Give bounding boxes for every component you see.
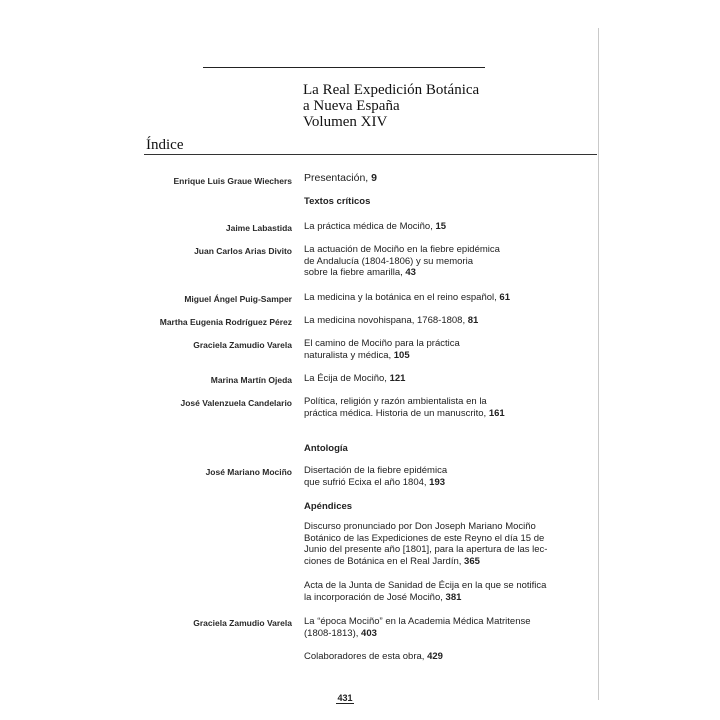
entry-line: La medicina y la botánica en el reino español, — [304, 292, 497, 303]
entry-page: 381 — [445, 591, 462, 603]
section-antologia: Antología — [304, 443, 348, 454]
entry-6 — [304, 373, 594, 385]
entry-author: Juan Carlos Arias Divito — [194, 246, 292, 256]
page-number — [0, 693, 690, 703]
index-heading: Índice — [146, 137, 184, 153]
entry-line: El camino de Mociño para la práctica — [304, 338, 460, 349]
entry-0 — [304, 173, 594, 185]
section-textos-criticos: Textos críticos — [304, 196, 371, 207]
entry-line: Junio del presente año [1801], para la apertura de las lec- — [304, 544, 548, 556]
entry-author: Graciela Zamudio Varela — [193, 340, 292, 350]
entry-3 — [304, 292, 594, 304]
entry-line: La práctica médica de Mociño, — [304, 221, 433, 232]
entry-line: naturalista y médica, — [304, 349, 392, 361]
entry-author: José Valenzuela Candelario — [180, 398, 292, 408]
entry-line: La medicina novohispana, 1768-1808, — [304, 315, 466, 326]
entry-8 — [304, 465, 594, 488]
entry-page: 15 — [435, 221, 447, 232]
entry-4 — [304, 315, 594, 327]
entry-line: (1808-1813), — [304, 627, 359, 639]
entry-page: 429 — [427, 651, 443, 662]
entry-author: Marina Martín Ojeda — [210, 375, 292, 385]
entry-page: 193 — [429, 476, 446, 488]
entry-line: que sufrió Ecixa el año 1804, — [304, 476, 427, 488]
entry-line: sobre la fiebre amarilla, — [304, 267, 403, 279]
entry-page: 121 — [389, 373, 406, 384]
title-line-2: a Nueva España — [303, 98, 400, 114]
title-line-3: Volumen XIV — [303, 114, 388, 130]
entry-page: 81 — [467, 315, 479, 326]
entry-line: práctica médica. Historia de un manuscrito, — [304, 407, 487, 419]
entry-author: Jaime Labastida — [225, 223, 292, 233]
entry-line: Acta de la Junta de Sanidad de Écija en la que se notifica — [304, 580, 547, 591]
entry-author: José Mariano Mociño — [205, 467, 292, 477]
entry-10 — [304, 580, 594, 603]
entry-author: Enrique Luis Graue Wiechers — [173, 176, 292, 186]
index-rule — [144, 154, 597, 155]
entry-7 — [304, 396, 594, 419]
entry-1 — [304, 221, 594, 233]
entry-line: Política, religión y razón ambientalista en la — [304, 396, 487, 407]
entry-line: La actuación de Mociño en la fiebre epidémica — [304, 244, 500, 255]
entry-line: de Andalucía (1804-1806) y su memoria — [304, 255, 473, 267]
title-line-1: La Real Expedición Botánica — [303, 82, 480, 98]
entry-11 — [304, 616, 594, 639]
entry-author: Martha Eugenia Rodríguez Pérez — [159, 317, 292, 327]
page-edge-line — [598, 28, 599, 700]
entry-line: Disertación de la fiebre epidémica — [304, 465, 448, 476]
entry-page: 403 — [361, 627, 377, 639]
entry-author: Miguel Ángel Puig-Samper — [184, 294, 292, 304]
entry-line: Discurso pronunciado por Don Joseph Mariano Mociño — [304, 521, 536, 532]
book-title — [303, 82, 479, 130]
entry-page: 365 — [464, 555, 480, 567]
entry-5 — [304, 338, 594, 361]
entry-line: La Écija de Mociño, — [304, 373, 387, 384]
entry-page: 105 — [393, 349, 410, 361]
entry-line: Presentación, — [304, 172, 369, 184]
entry-page: 9 — [371, 172, 377, 184]
page-number-text: 431 — [337, 693, 353, 703]
entry-line: La “época Mociño” en la Academia Médica Matritense — [304, 616, 531, 627]
entry-author: Graciela Zamudio Varela — [193, 618, 292, 628]
entry-page: 161 — [488, 407, 505, 419]
entry-page: 61 — [499, 292, 510, 303]
entry-line: ciones de Botánica en el Real Jardín, — [304, 555, 462, 567]
entry-line: Botánico de las Expediciones de este Reyno el día 15 de — [304, 532, 545, 544]
entry-2 — [304, 244, 594, 279]
entry-page: 43 — [405, 267, 416, 279]
entry-line: Colaboradores de esta obra, — [304, 651, 425, 662]
entry-12 — [304, 651, 594, 663]
section-apendices: Apéndices — [304, 501, 353, 512]
entry-line: la incorporación de José Mociño, — [304, 591, 443, 603]
top-rule — [203, 67, 485, 68]
entry-9 — [304, 521, 594, 567]
